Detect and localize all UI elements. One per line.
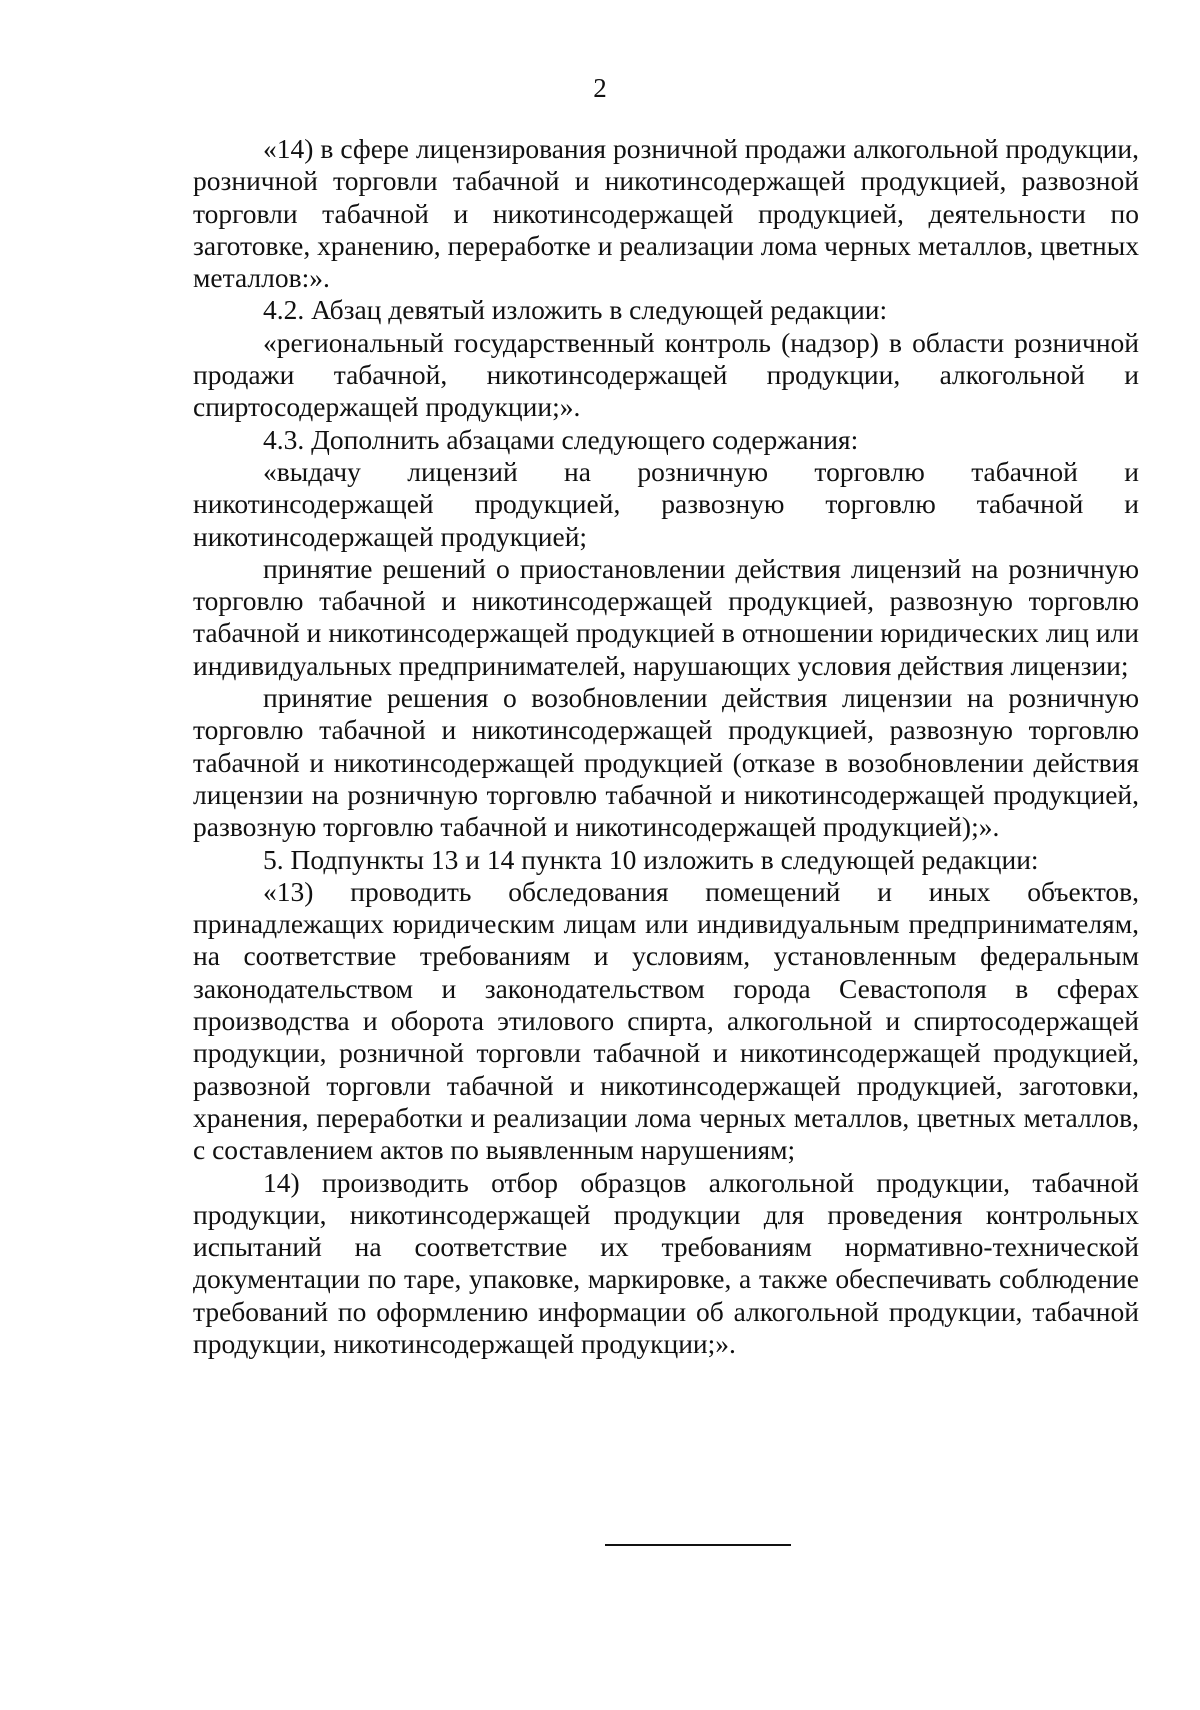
paragraph-14-sampling: 14) производить отбор образцов алкогольной продукции, табачной продукции, никотинсодержащей продукции для проведения контрольных испытаний на соответствие их требованиям нормативно-технической документации по таре, упаковке, маркировке, а также обеспечивать соблюдение требований по оформлению информации об алкогольной продукции, табачной продукции, никотинсодержащей продукции;». — [193, 1166, 1139, 1359]
paragraph-4-2-heading: 4.2. Абзац девятый изложить в следующей редакции: — [263, 294, 888, 326]
paragraph-5-heading: 5. Подпункты 13 и 14 пункта 10 изложить в следующей редакции: — [263, 843, 1039, 875]
paragraph-regional-control: «региональный государственный контроль (надзор) в области розничной продажи табачной, никотинсодержащей продукции, алкогольной и спиртосодержащей продукции;». — [193, 326, 1139, 423]
end-of-text-rule — [605, 1544, 791, 1546]
page-number: 2 — [593, 73, 607, 103]
paragraph-4-3-heading: 4.3. Дополнить абзацами следующего содержания: — [263, 423, 859, 455]
document-body — [193, 133, 1139, 1360]
paragraph-license-renewal: принятие решения о возобновлении действия лицензии на розничную торговлю табачной и никотинсодержащей продукцией, развозную торговлю табачной и никотинсодержащей продукцией (отказе в возобновлении действия лицензии на розничную торговлю табачной и никотинсодержащей продукцией, развозную торговлю табачной и никотинсодержащей продукцией);». — [193, 682, 1139, 843]
paragraph-license-suspension: принятие решений о приостановлении действия лицензий на розничную торговлю табачной и никотинсодержащей продукцией, развозную торговлю табачной и никотинсодержащей продукцией в отношении юридических лиц или индивидуальных предпринимателей, нарушающих условия действия лицензии; — [193, 552, 1139, 681]
paragraph-14-licensing: «14) в сфере лицензирования розничной продажи алкогольной продукции, розничной торговли табачной и никотинсодержащей продукцией, развозной торговли табачной и никотинсодержащей продукцией, деятельности по заготовке, хранению, переработке и реализации лома черных металлов, цветных металлов:». — [193, 133, 1139, 294]
paragraph-license-issuance: «выдачу лицензий на розничную торговлю табачной и никотинсодержащей продукцией, развозную торговлю табачной и никотинсодержащей продукцией; — [193, 455, 1139, 552]
paragraph-13-inspections: «13) проводить обследования помещений и иных объектов, принадлежащих юридическим лицам или индивидуальным предпринимателям, на соответствие требованиям и условиям, установленным федеральным законодательством и законодательством города Севастополя в сферах производства и оборота этилового спирта, алкогольной и спиртосодержащей продукции, розничной торговли табачной и никотинсодержащей продукцией, развозной торговли табачной и никотинсодержащей продукцией, заготовки, хранения, переработки и реализации лома черных металлов, цветных металлов, с составлением актов по выявленным нарушениям; — [193, 875, 1139, 1166]
